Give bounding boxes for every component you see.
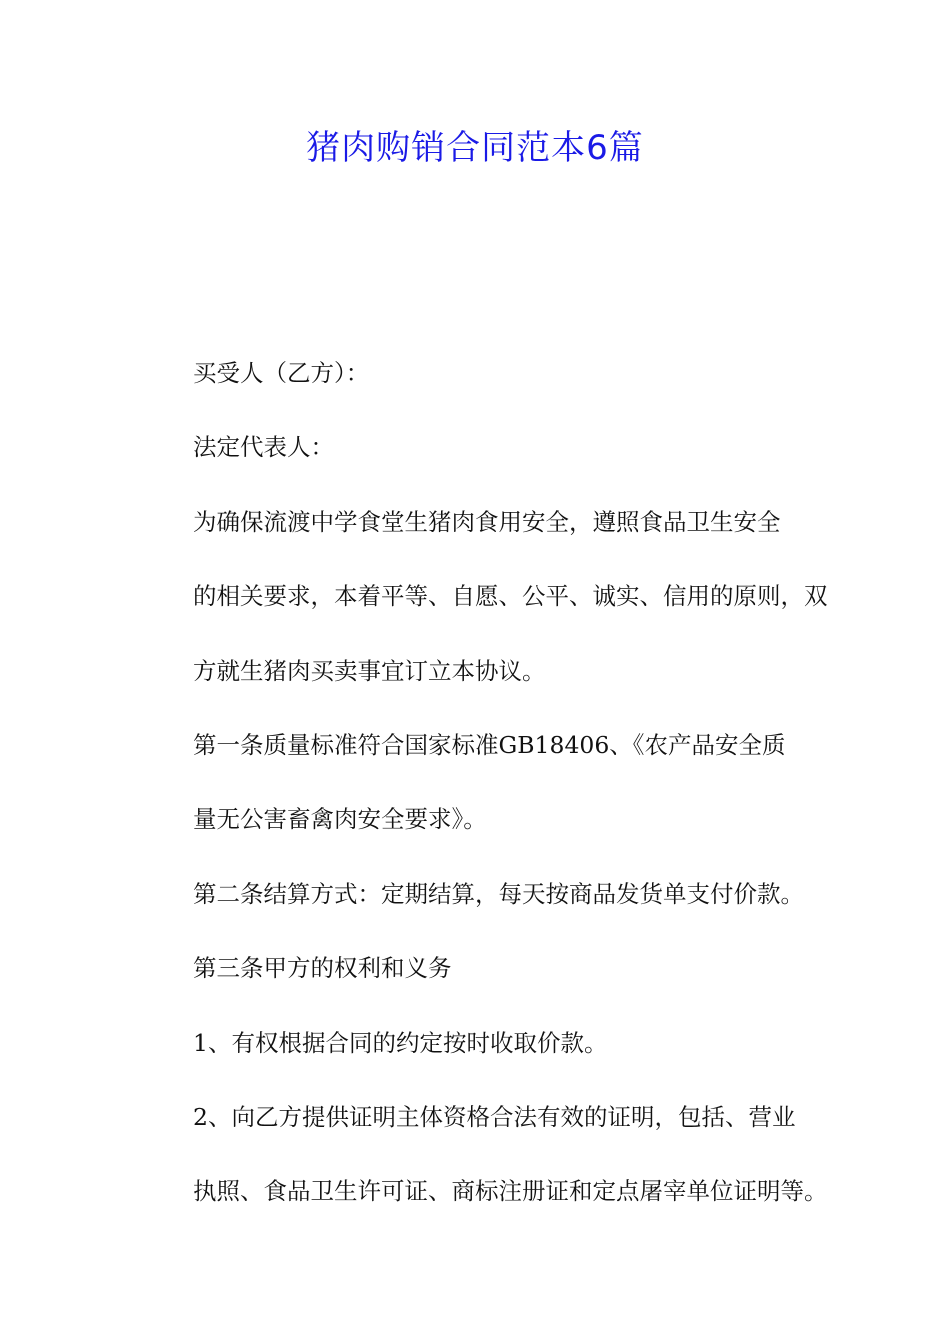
paragraph-buyer: [146, 336, 810, 410]
paragraph-legal-representative: [146, 410, 810, 484]
paragraph-item-2: [146, 1080, 828, 1229]
text-line: 法定代表人：: [193, 433, 334, 462]
text-line: 执照、食品卫生许可证、商标注册证和定点屠宰单位证明等。: [193, 1177, 828, 1206]
text-line: 的相关要求，本着平等、自愿、公平、诚实、信用的原则，双: [193, 582, 828, 611]
paragraph-purpose: [146, 485, 828, 708]
document-title: 猪肉购销合同范本6篇: [306, 128, 644, 168]
text-line: 第三条甲方的权利和义务: [193, 954, 452, 983]
paragraph-article-3: [146, 931, 810, 1005]
paragraph-article-2: [146, 857, 810, 931]
text-line: 第二条结算方式：定期结算，每天按商品发货单支付价款。: [193, 879, 804, 908]
text-line: 第一条质量标准符合国家标准GB18406、《农产品安全质: [193, 731, 786, 760]
document-body: [146, 336, 828, 1229]
text-line: 2、向乙方提供证明主体资格合法有效的证明，包括、营业: [193, 1103, 796, 1132]
text-line: 方就生猪肉买卖事宜订立本协议。: [193, 656, 546, 685]
text-line: 量无公害畜禽肉安全要求》。: [193, 805, 487, 834]
text-line: 1、有权根据合同的约定按时收取价款。: [193, 1028, 608, 1057]
paragraph-article-1: [146, 708, 810, 857]
text-line: 买受人（乙方）：: [193, 359, 370, 387]
text-line: 为确保流渡中学食堂生猪肉食用安全，遵照食品卫生安全: [193, 507, 781, 536]
paragraph-item-1: [146, 1006, 810, 1080]
